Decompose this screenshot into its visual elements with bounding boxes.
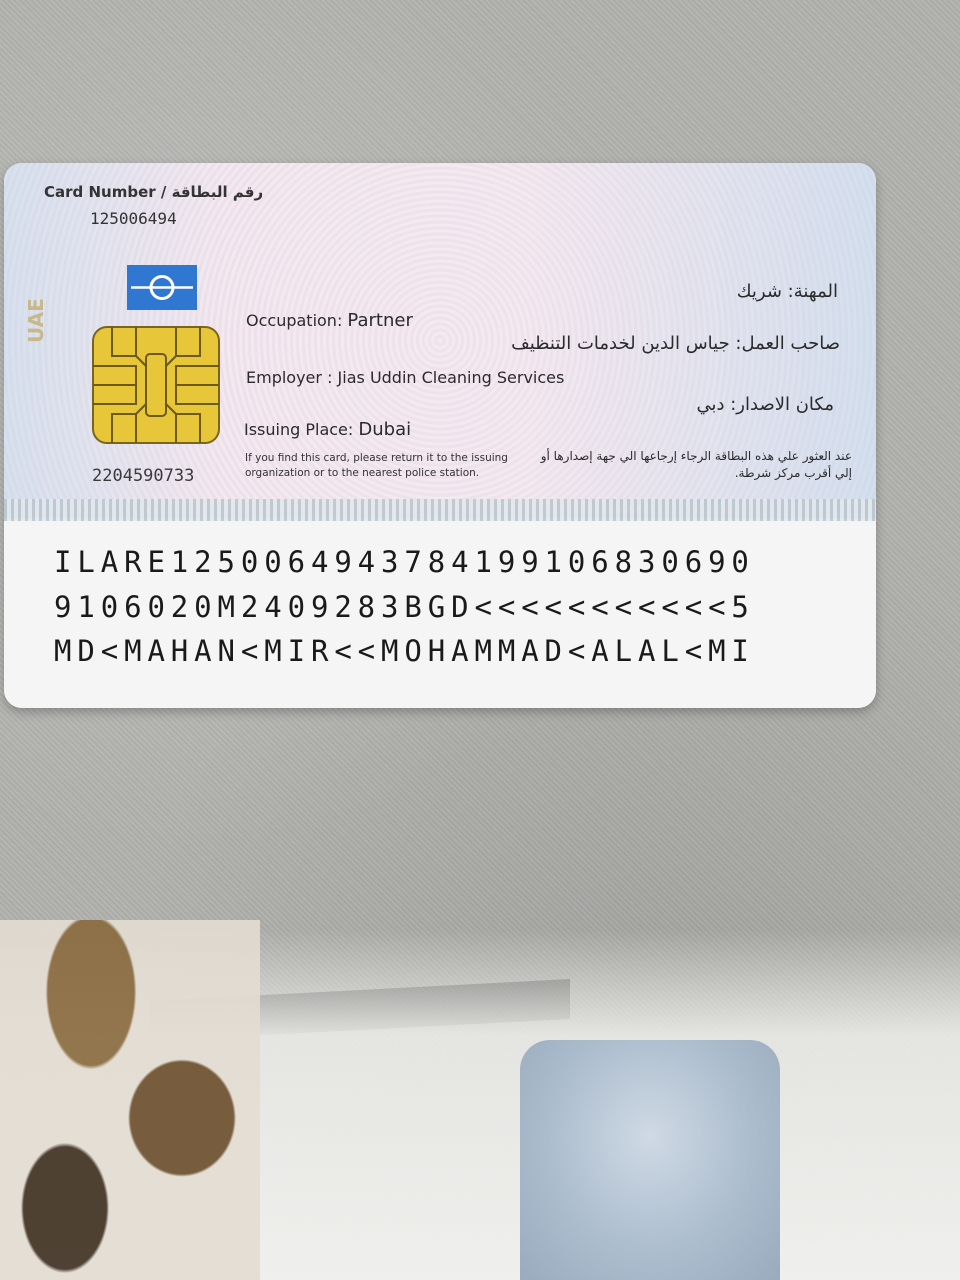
id-card-back (4, 163, 876, 708)
return-notice-arabic: عند العثور علي هذه البطاقة الرجاء إرجاعها الي جهة إصدارها أو إلي أقرب مركز شرطة. (540, 449, 852, 480)
occupation-field (246, 310, 413, 331)
mrz-line-1: ILARE1250064943784199106830690 (54, 545, 755, 579)
occupation-value: Partner (347, 310, 413, 331)
chip-serial-number: 2204590733 (92, 466, 195, 486)
emblem-icon (127, 265, 197, 310)
employer-label: Employer : (246, 368, 333, 387)
arabic-employer: صاحب العمل: جياس الدين لخدمات التنظيف (511, 333, 840, 354)
mrz-line-2: 9106020M2409283BGD<<<<<<<<<<<5 (54, 590, 755, 624)
arabic-issuing-place: مكان الاصدار: دبي (696, 394, 834, 415)
arabic-occupation: المهنة: شريك (736, 281, 838, 302)
issuing-place-value: Dubai (358, 419, 412, 440)
employer-value: Jias Uddin Cleaning Services (337, 368, 565, 387)
card-number-label: Card Number / رقم البطاقة (44, 183, 264, 201)
return-notice-english: If you find this card, please return it to the issuing organization or to the nearest police station. (245, 452, 508, 479)
water-bottle (520, 1040, 780, 1280)
patterned-fabric (0, 920, 260, 1280)
occupation-label: Occupation: (246, 311, 343, 330)
issuing-place-label: Issuing Place: (244, 420, 354, 439)
mrz-line-3: MD<MAHAN<MIR<<MOHAMMAD<ALAL<MI (54, 634, 755, 668)
card-number-value: 125006494 (90, 209, 177, 228)
smart-chip-icon (92, 326, 220, 444)
uae-vertical-text: UAE (24, 298, 48, 343)
employer-field (246, 368, 564, 387)
issuing-place-field (244, 419, 411, 440)
guilloche-strip (4, 499, 876, 521)
